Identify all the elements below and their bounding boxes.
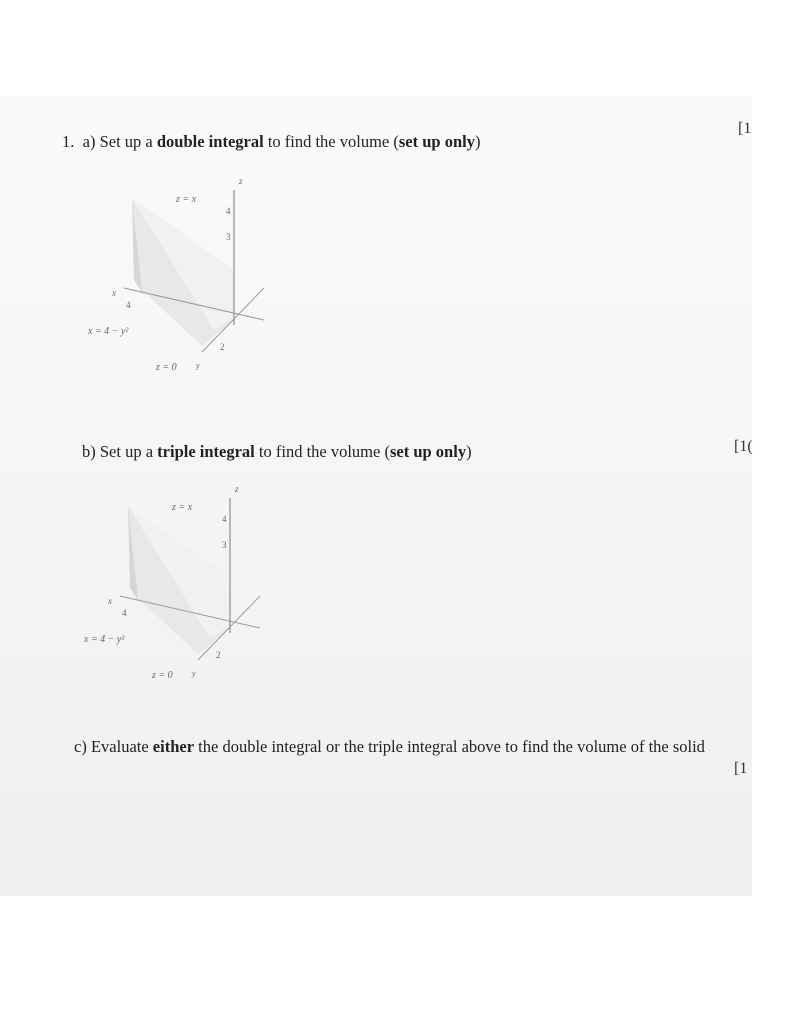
part-b-text-mid: to find the volume ( [258,442,390,461]
z-tick-4: 4 [222,514,227,524]
axis-z-label: z [239,176,243,186]
part-b-bold-setup-only: set up only [389,442,467,461]
question-number: 1. [62,132,75,151]
surface-top-label: z = x [172,502,193,513]
surface-top-label: z = x [176,194,197,205]
z-tick-3: 3 [222,540,227,550]
x-tick-4: 4 [122,608,127,618]
z-tick-3: 3 [226,232,231,242]
question-a-line [62,132,480,152]
floor-label: z = 0 [152,670,173,681]
solid-figure-b [80,478,270,688]
y-tick-2: 2 [216,650,221,660]
part-b-marks: [1( [734,438,753,455]
question-b-line [82,442,472,462]
part-c-bold-either: either [152,737,195,756]
part-a-bold-double-integral: double integral [156,132,264,151]
surface-side-label: x = 4 − y² [84,634,125,645]
part-a-letter: a) [82,132,96,151]
axis-z-label: z [235,484,239,494]
part-b-letter: b) [82,442,96,461]
part-b-bold-triple-integral: triple integral [157,442,255,461]
part-b-text-post: ) [466,442,472,461]
floor-label: z = 0 [156,362,177,373]
part-c-marks: [1 [734,760,748,777]
part-a-bold-setup-only: set up only [398,132,475,151]
axis-y-label: y [192,669,196,678]
solid-figure-a [84,170,274,380]
part-a-text-pre: Set up a [99,132,153,151]
y-tick-2: 2 [220,342,225,352]
surface-side-label: x = 4 − y² [88,326,129,337]
part-b-text-pre: Set up a [99,442,154,461]
x-tick-4: 4 [126,300,131,310]
part-a-text-post: ) [474,132,481,151]
part-c-text-pre: Evaluate [90,737,149,756]
axis-x-label: x [108,596,112,606]
z-tick-4: 4 [226,206,231,216]
axis-y-label: y [196,361,200,370]
part-a-text-mid: to find the volume ( [267,132,399,151]
part-c-letter: c) [74,737,87,756]
axis-x-label: x [112,288,116,298]
part-a-marks: [1 [738,120,752,137]
question-c-line [74,737,705,757]
part-c-text-post: the double integral or the triple integral above to find the volume of the solid [198,737,705,756]
